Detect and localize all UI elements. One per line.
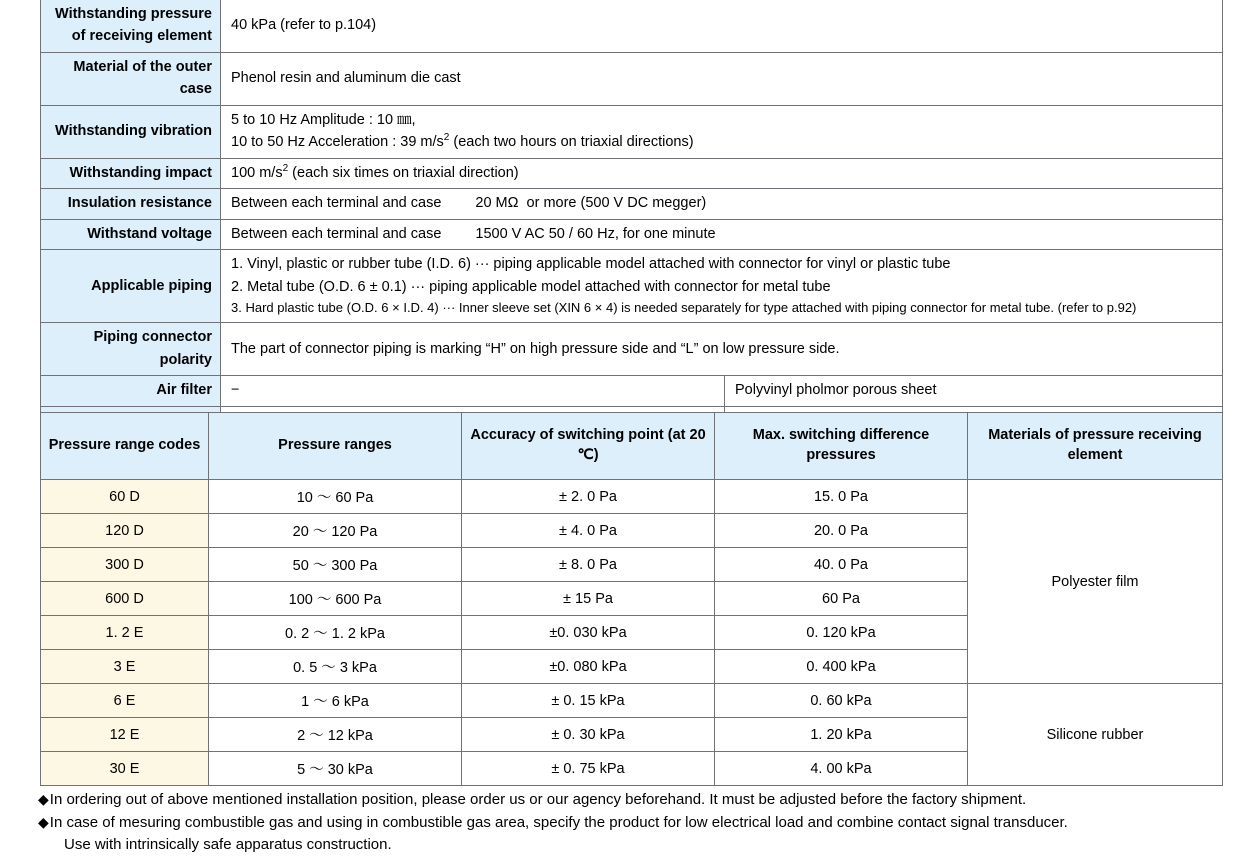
table-row — [41, 189, 1223, 219]
column-header-materials: Materials of pressure receiving element — [968, 413, 1223, 480]
voltage-line: Between each terminal and case 1500 V AC 50 / 60 Hz, for one minute — [231, 225, 716, 242]
table-row — [41, 0, 1223, 52]
cell-range: 0. 5 ～ 3 kPa — [209, 650, 462, 684]
cell-range: 10 ～ 60 Pa — [209, 480, 462, 514]
cell-max-diff: 60 Pa — [715, 582, 968, 616]
cell-accuracy: ± 0. 30 kPa — [462, 718, 715, 752]
cell-code: 300 D — [41, 548, 209, 582]
cell-code: 60 D — [41, 480, 209, 514]
cell-accuracy: ± 2. 0 Pa — [462, 480, 715, 514]
cell-max-diff: 40. 0 Pa — [715, 548, 968, 582]
footnote-1: ◆In ordering out of above mentioned installation position, please order us or our agency beforehand. It must be adjusted before the factory shipment. — [38, 791, 1027, 808]
cell-max-diff: 0. 60 kPa — [715, 684, 968, 718]
cell-range: 100 ～ 600 Pa — [209, 582, 462, 616]
footnote-2-continued: Use with intrinsically safe apparatus construction. — [64, 836, 392, 853]
cell-max-diff: 20. 0 Pa — [715, 514, 968, 548]
cell-range: 20 ～ 120 Pa — [209, 514, 462, 548]
spec-value — [221, 219, 1223, 249]
spec-label: Withstand voltage — [41, 219, 221, 249]
cell-max-diff: 15. 0 Pa — [715, 480, 968, 514]
cell-range: 1 ～ 6 kPa — [209, 684, 462, 718]
cell-accuracy: ± 0. 15 kPa — [462, 684, 715, 718]
spec-label: Insulation resistance — [41, 189, 221, 219]
spec-label: Withstanding impact — [41, 158, 221, 188]
footnotes — [38, 789, 1228, 857]
cell-max-diff: 0. 400 kPa — [715, 650, 968, 684]
spec-value — [221, 158, 1223, 188]
vibration-accel-line: 10 to 50 Hz Acceleration : 39 $m/s^2$ (each two hours on triaxial directions) — [231, 132, 694, 151]
cell-accuracy: ± 4. 0 Pa — [462, 514, 715, 548]
spec-value: 40 kPa (refer to p.104) — [221, 0, 1223, 52]
column-header-max-switching-difference: Max. switching difference pressures — [715, 413, 968, 480]
footnote-2: ◆In case of mesuring combustible gas and using in combustible gas area, specify the product for low electrical load and combine contact signal transducer. — [38, 813, 1068, 831]
cell-material: Silicone rubber — [968, 684, 1223, 786]
impact-line: 100 $m/s^2$ (each six times on triaxial direction) — [231, 162, 519, 181]
spec-value: 1. Vinyl, plastic or rubber tube (I.D. 6) ··· piping applicable model attached with connector for vinyl or plastic tube 2. Metal tube (O.D. 6 ± 0.1) ··· piping applicable model attached with connector for metal tube 3. Hard plastic tube (O.D. 6 × I.D. 4) ··· Inner sleeve set (XIN 6 × 4) is needed separately for type attached with piping connector for metal tube. (refer to p.92) — [221, 250, 1223, 323]
cell-max-diff: 1. 20 kPa — [715, 718, 968, 752]
cell-code: 6 E — [41, 684, 209, 718]
table-row — [41, 219, 1223, 249]
cell-code: 120 D — [41, 514, 209, 548]
cell-range: 50 ～ 300 Pa — [209, 548, 462, 582]
spec-label: Piping connector polarity — [41, 323, 221, 376]
spec-label: Material of the outer case — [41, 52, 221, 105]
specifications-table — [40, 0, 1223, 437]
cell-code: 30 E — [41, 752, 209, 786]
cell-range: 2 ～ 12 kPa — [209, 718, 462, 752]
cell-material: Polyester film — [968, 480, 1223, 684]
table-row — [41, 52, 1223, 105]
table-row — [41, 250, 1223, 323]
spec-value: The part of connector piping is marking “H” on high pressure side and “L” on low pressure side. — [221, 323, 1223, 376]
table-row — [41, 684, 1223, 718]
table-row — [41, 480, 1223, 514]
spec-label: Withstanding pressure of receiving element — [41, 0, 221, 52]
spec-label: Withstanding vibration — [41, 105, 221, 158]
cell-max-diff: 4. 00 kPa — [715, 752, 968, 786]
spec-value: 5 to 10 Hz Amplitude : 10 ㎜, 10 to 50 Hz Acceleration : 39 $m/s^2$ (each two hours on triaxial directions) — [221, 105, 1223, 158]
cell-accuracy: ±0. 080 kPa — [462, 650, 715, 684]
table-header-row — [41, 413, 1223, 480]
diamond-bullet-icon: ◆ — [38, 791, 49, 807]
air-filter-left-value: − — [221, 376, 725, 406]
table-row — [41, 105, 1223, 158]
table-row — [41, 376, 1223, 406]
air-filter-right-value: Polyvinyl pholmor porous sheet — [725, 376, 1223, 406]
spec-value — [221, 189, 1223, 219]
table-row — [41, 158, 1223, 188]
cell-range: 5 ～ 30 kPa — [209, 752, 462, 786]
cell-accuracy: ±0. 030 kPa — [462, 616, 715, 650]
cell-range: 0. 2 ～ 1. 2 kPa — [209, 616, 462, 650]
column-header-accuracy: Accuracy of switching point (at 20 ℃) — [462, 413, 715, 480]
cell-code: 1. 2 E — [41, 616, 209, 650]
cell-accuracy: ± 15 Pa — [462, 582, 715, 616]
table-row — [41, 323, 1223, 376]
diamond-bullet-icon: ◆ — [38, 813, 49, 830]
cell-code: 12 E — [41, 718, 209, 752]
cell-max-diff: 0. 120 kPa — [715, 616, 968, 650]
spec-label-air-filter: Air filter — [41, 376, 221, 406]
insulation-line: Between each terminal and case 20 MΩ or more (500 V DC megger) — [231, 195, 707, 212]
column-header-pressure-ranges: Pressure ranges — [209, 413, 462, 480]
cell-code: 3 E — [41, 650, 209, 684]
spec-value: Phenol resin and aluminum die cast — [221, 52, 1223, 105]
cell-accuracy: ± 0. 75 kPa — [462, 752, 715, 786]
pressure-range-table — [40, 412, 1223, 786]
cell-accuracy: ± 8. 0 Pa — [462, 548, 715, 582]
cell-code: 600 D — [41, 582, 209, 616]
column-header-pressure-range-codes: Pressure range codes — [41, 413, 209, 480]
spec-label: Applicable piping — [41, 250, 221, 323]
